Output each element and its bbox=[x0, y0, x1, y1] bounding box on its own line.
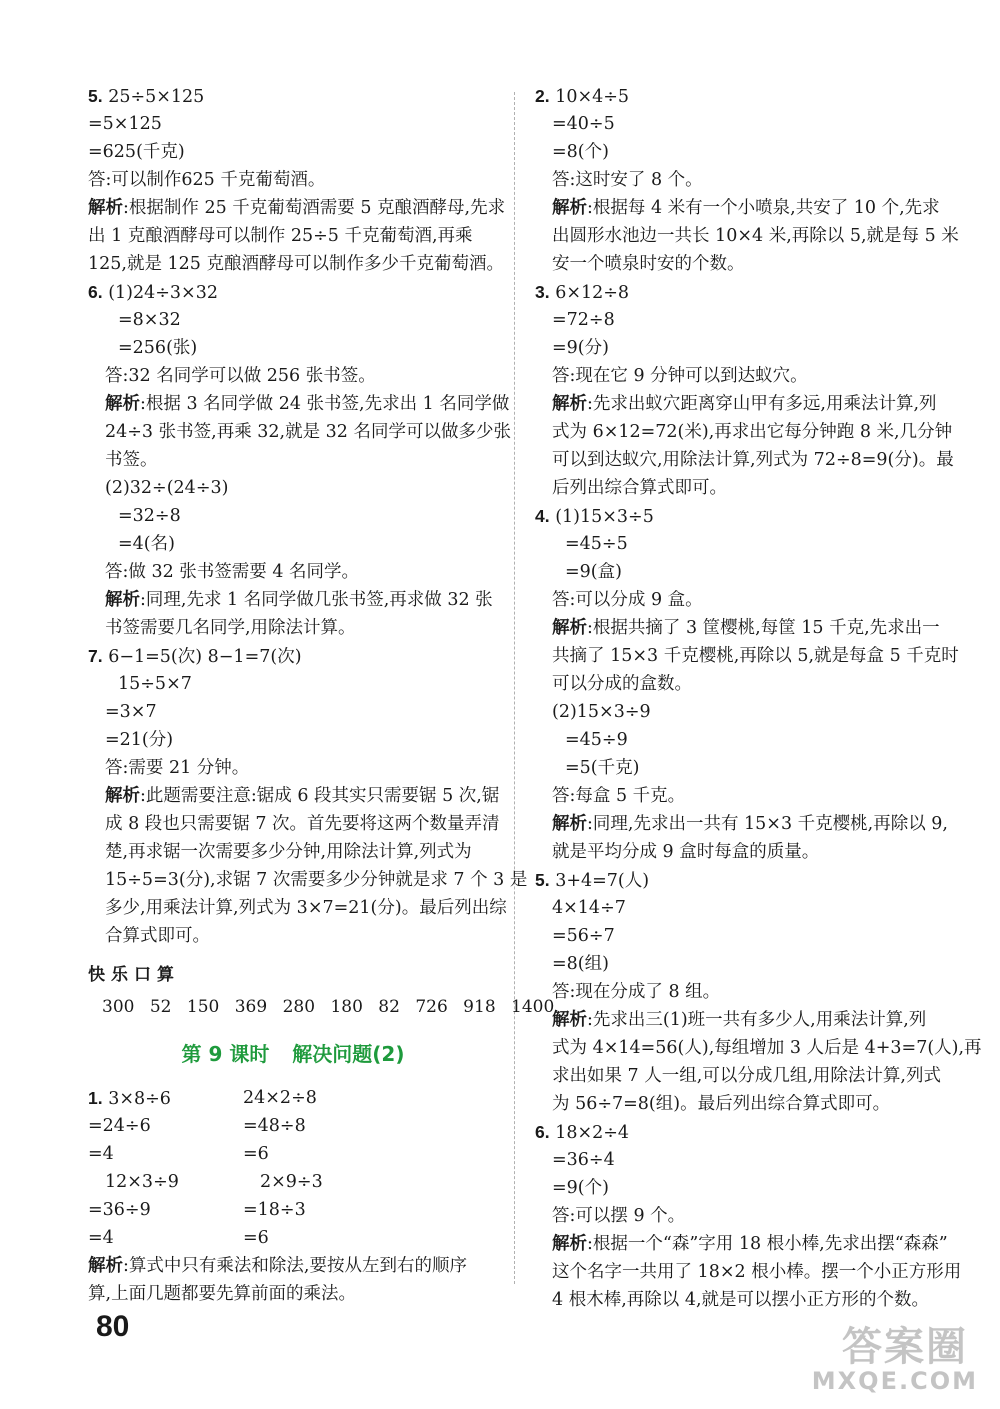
watermark-text: MXQE.COM bbox=[811, 1367, 978, 1395]
column-divider bbox=[514, 92, 515, 1284]
equation: 4×14÷7 bbox=[552, 898, 626, 918]
answer-line bbox=[535, 82, 955, 110]
watermark-logo: 答案圈 bbox=[842, 1324, 968, 1370]
equation: =9(盒) bbox=[565, 562, 622, 582]
analysis-text: 算,上面几题都要先算前面的乘法。 bbox=[88, 1284, 357, 1304]
grid-row bbox=[88, 1084, 498, 1112]
analysis-line bbox=[535, 390, 955, 418]
equation: (1)24÷3×32 bbox=[108, 283, 218, 303]
analysis-line bbox=[88, 586, 498, 614]
analysis-text: 出圆形水池边一共长 10×4 米,再除以 5,就是每 5 米 bbox=[552, 226, 959, 246]
answer-line bbox=[88, 82, 498, 110]
lesson-topic: 解决问题(2) bbox=[292, 1042, 405, 1066]
equation: =40÷5 bbox=[552, 114, 615, 134]
analysis-text: 式为 6×12=72(米),再求出它每分钟跑 8 米,几分钟 bbox=[552, 422, 953, 442]
analysis-text: :根据制作 25 千克葡萄酒需要 5 克酿酒酵母,先求 bbox=[123, 198, 506, 218]
equation: =5×125 bbox=[88, 114, 162, 134]
lesson-title bbox=[88, 1034, 498, 1074]
analysis-text: 安一个喷泉时安的个数。 bbox=[552, 254, 745, 274]
analysis-text: 为 56÷7=8(组)。最后列出综合算式即可。 bbox=[552, 1094, 891, 1114]
equation: =4 bbox=[88, 1228, 114, 1248]
analysis-label: 解析 bbox=[88, 1256, 123, 1276]
answer-line bbox=[535, 502, 955, 530]
equation: =8(个) bbox=[552, 142, 609, 162]
equation: 6−1=5(次) 8−1=7(次) bbox=[108, 647, 302, 667]
analysis-label: 解析 bbox=[88, 198, 123, 218]
analysis-text: 这个名字一共用了 18×2 根小棒。摆一个小正方形用 bbox=[552, 1262, 962, 1282]
answer-text: 答:现在它 9 分钟可以到达蚁穴。 bbox=[552, 366, 808, 386]
question-number: 4. bbox=[535, 506, 550, 526]
equation: 24×2÷8 bbox=[243, 1088, 317, 1108]
analysis-text: 求出如果 7 人一组,可以分成几组,用除法计算,列式 bbox=[552, 1066, 941, 1086]
equation: =21(分) bbox=[105, 730, 174, 750]
equation: 2×9÷3 bbox=[260, 1172, 323, 1192]
analysis-text: 式为 4×14=56(人),每组增加 3 人后是 4+3=7(人),再 bbox=[552, 1038, 982, 1058]
answer-text: 答:做 32 张书签需要 4 名同学。 bbox=[105, 562, 360, 582]
analysis-text: :同理,先求出一共有 15×3 千克樱桃,再除以 9, bbox=[587, 814, 948, 834]
equation: =3×7 bbox=[105, 702, 157, 722]
equation: 3×8÷6 bbox=[108, 1089, 171, 1109]
analysis-label: 解析 bbox=[552, 1010, 587, 1030]
analysis-text: 书签。 bbox=[105, 450, 158, 470]
analysis-text: 书签需要几名同学,用除法计算。 bbox=[105, 618, 356, 638]
watermark bbox=[778, 1315, 978, 1395]
equation: 25÷5×125 bbox=[108, 87, 205, 107]
equation: (2)32÷(24÷3) bbox=[105, 478, 229, 498]
grid-row bbox=[88, 1196, 498, 1224]
equation: =45÷5 bbox=[565, 534, 628, 554]
equation: 10×4÷5 bbox=[555, 87, 630, 107]
grid-row bbox=[88, 1112, 498, 1140]
equation: =32÷8 bbox=[118, 506, 181, 526]
equation: =24÷6 bbox=[88, 1116, 151, 1136]
equation: =4(名) bbox=[118, 534, 175, 554]
equation: =256(张) bbox=[118, 338, 198, 358]
equation: 12×3÷9 bbox=[105, 1172, 179, 1192]
question-number: 6. bbox=[535, 1122, 550, 1142]
analysis-label: 解析 bbox=[552, 618, 587, 638]
grid-row bbox=[88, 1168, 498, 1196]
equation: =45÷9 bbox=[565, 730, 628, 750]
analysis-label: 解析 bbox=[552, 394, 587, 414]
analysis-label: 解析 bbox=[552, 814, 587, 834]
analysis-text: 出 1 克酿酒酵母可以制作 25÷5 千克葡萄酒,再乘 bbox=[88, 226, 473, 246]
analysis-line bbox=[535, 810, 955, 838]
analysis-label: 解析 bbox=[105, 786, 140, 806]
right-column bbox=[535, 82, 982, 1314]
equation: =9(分) bbox=[552, 338, 609, 358]
left-column bbox=[88, 82, 555, 1308]
analysis-text: 合算式即可。 bbox=[105, 926, 210, 946]
equation: =36÷4 bbox=[552, 1150, 615, 1170]
answer-text: 答:可以分成 9 盒。 bbox=[552, 590, 703, 610]
equation: (2)15×3÷9 bbox=[552, 702, 651, 722]
equation: =9(个) bbox=[552, 1178, 609, 1198]
answer-text: 答:可以摆 9 个。 bbox=[552, 1206, 686, 1226]
equation: =8(组) bbox=[552, 954, 609, 974]
answer-text: 答:这时安了 8 个。 bbox=[552, 170, 703, 190]
analysis-line bbox=[535, 614, 955, 642]
analysis-text: 楚,再求锯一次需要多少分钟,用除法计算,列式为 bbox=[105, 842, 472, 862]
analysis-line bbox=[88, 390, 510, 418]
grid-row bbox=[88, 1140, 498, 1168]
question-number: 1. bbox=[88, 1088, 103, 1108]
analysis-text: :先求出三(1)班一共有多少人,用乘法计算,列 bbox=[587, 1010, 927, 1030]
equation: =36÷9 bbox=[88, 1200, 151, 1220]
question-number: 5. bbox=[88, 86, 103, 106]
answer-text: 答:需要 21 分钟。 bbox=[105, 758, 250, 778]
equation: =8×32 bbox=[118, 310, 181, 330]
equation: 6×12÷8 bbox=[555, 283, 630, 303]
analysis-label: 解析 bbox=[552, 1234, 587, 1254]
analysis-text: :先求出蚁穴距离穿山甲有多远,用乘法计算,列 bbox=[587, 394, 937, 414]
answer-line bbox=[535, 278, 955, 306]
equation: =6 bbox=[243, 1144, 269, 1164]
analysis-text: 后列出综合算式即可。 bbox=[552, 478, 727, 498]
answer-text: 答:现在分成了 8 组。 bbox=[552, 982, 721, 1002]
grid-row bbox=[88, 1224, 498, 1252]
analysis-text: 15÷5=3(分),求锯 7 次需要多少分钟就是求 7 个 3 是 bbox=[105, 870, 528, 890]
analysis-text: 24÷3 张书签,再乘 32,就是 32 名同学可以做多少张 bbox=[105, 422, 511, 442]
equation: =5(千克) bbox=[565, 758, 640, 778]
analysis-label: 解析 bbox=[552, 198, 587, 218]
equation: (1)15×3÷5 bbox=[555, 507, 654, 527]
analysis-text: :根据 3 名同学做 24 张书签,先求出 1 名同学做 bbox=[140, 394, 510, 414]
analysis-text: :根据共摘了 3 筐樱桃,每筐 15 千克,先求出一 bbox=[587, 618, 940, 638]
answer-text: 答:每盒 5 千克。 bbox=[552, 786, 686, 806]
answer-text: 答:可以制作625 千克葡萄酒。 bbox=[88, 170, 326, 190]
page-number: 80 bbox=[96, 1310, 130, 1343]
section-heading-oral: 快乐口算 bbox=[88, 965, 180, 985]
question-number: 5. bbox=[535, 870, 550, 890]
answer-line bbox=[88, 278, 498, 306]
analysis-text: 成 8 段也只需要锯 7 次。首先要将这两个数量弄清 bbox=[105, 814, 500, 834]
analysis-text: 4 根木棒,再除以 4,就是可以摆小正方形的个数。 bbox=[552, 1290, 930, 1310]
analysis-text: 就是平均分成 9 盒时每盒的质量。 bbox=[552, 842, 820, 862]
lesson-number: 第 9 课时 bbox=[181, 1042, 270, 1066]
equation: 18×2÷4 bbox=[555, 1123, 630, 1143]
equation: =625(千克) bbox=[88, 142, 185, 162]
analysis-text: :此题需要注意:锯成 6 段其实只需要锯 5 次,锯 bbox=[140, 786, 500, 806]
analysis-line bbox=[88, 782, 498, 810]
analysis-line bbox=[535, 1006, 955, 1034]
analysis-text: :同理,先求 1 名同学做几张书签,再求做 32 张 bbox=[140, 590, 493, 610]
answer-line bbox=[535, 866, 955, 894]
analysis-text: :根据每 4 米有一个小喷泉,共安了 10 个,先求 bbox=[587, 198, 940, 218]
analysis-text: 共摘了 15×3 千克樱桃,再除以 5,就是每盒 5 千克时 bbox=[552, 646, 959, 666]
answer-line bbox=[535, 1118, 955, 1146]
analysis-line bbox=[535, 1230, 955, 1258]
analysis-text: 可以分成的盒数。 bbox=[552, 674, 692, 694]
equation: =56÷7 bbox=[552, 926, 615, 946]
question-number: 3. bbox=[535, 282, 550, 302]
analysis-label: 解析 bbox=[105, 590, 140, 610]
analysis-text: 125,就是 125 克酿酒酵母可以制作多少千克葡萄酒。 bbox=[88, 254, 504, 274]
equation: 15÷5×7 bbox=[118, 674, 192, 694]
question-number: 6. bbox=[88, 282, 103, 302]
analysis-label: 解析 bbox=[105, 394, 140, 414]
equation: =72÷8 bbox=[552, 310, 615, 330]
equation: =48÷8 bbox=[243, 1116, 306, 1136]
oral-answers: 300 52 150 369 280 180 82 726 918 1400 bbox=[102, 997, 555, 1017]
analysis-text: :算式中只有乘法和除法,要按从左到右的顺序 bbox=[123, 1256, 467, 1276]
analysis-line bbox=[88, 194, 506, 222]
analysis-line bbox=[535, 194, 955, 222]
analysis-text: 多少,用乘法计算,列式为 3×7=21(分)。最后列出综 bbox=[105, 898, 507, 918]
equation: =18÷3 bbox=[243, 1200, 306, 1220]
equation: =6 bbox=[243, 1228, 269, 1248]
equation: 3+4=7(人) bbox=[555, 871, 650, 891]
answer-text: 答:32 名同学可以做 256 张书签。 bbox=[105, 366, 376, 386]
equation: =4 bbox=[88, 1144, 114, 1164]
analysis-text: :根据一个“森”字用 18 根小棒,先求出摆“森森” bbox=[587, 1234, 948, 1254]
question-number: 7. bbox=[88, 646, 103, 666]
question-number: 2. bbox=[535, 86, 550, 106]
analysis-line bbox=[88, 1252, 498, 1280]
analysis-text: 可以到达蚁穴,用除法计算,列式为 72÷8=9(分)。最 bbox=[552, 450, 954, 470]
answer-line bbox=[88, 642, 498, 670]
